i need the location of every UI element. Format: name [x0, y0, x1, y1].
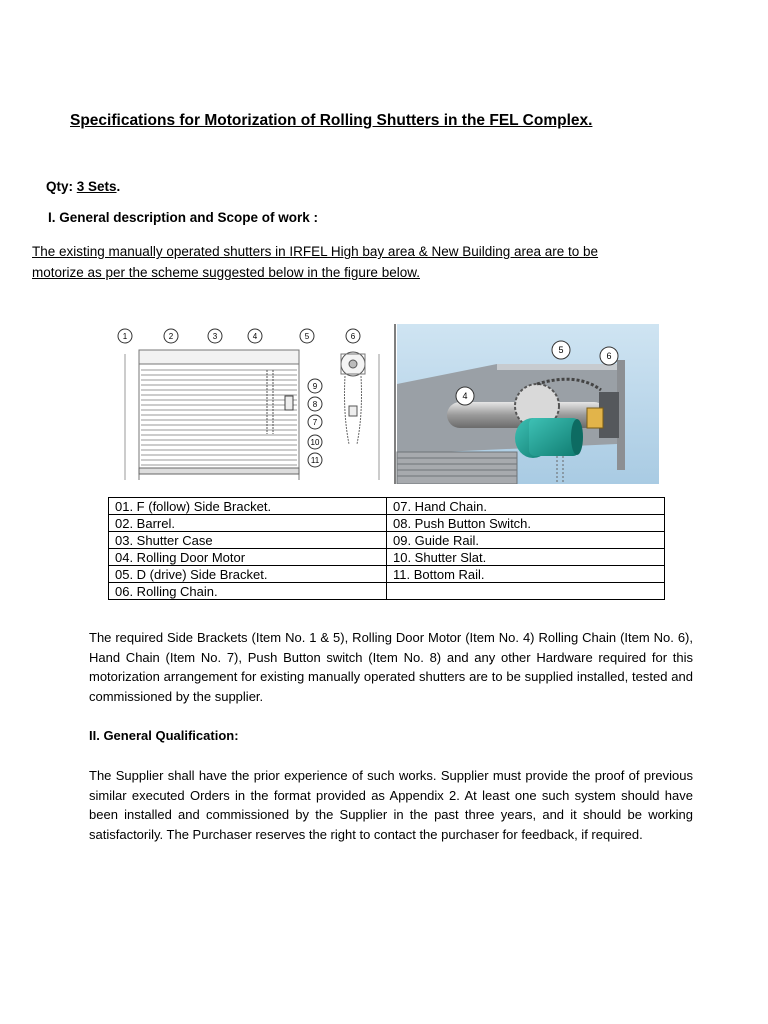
qty-value: 3 Sets [76, 179, 117, 194]
section-2-heading: II. General Qualification: [89, 728, 239, 743]
left-callout-label: 8 [312, 400, 318, 409]
left-callout-label: 2 [168, 332, 174, 341]
left-callout-label: 9 [312, 382, 318, 391]
motor-render [397, 324, 659, 484]
part-cell-left: 02. Barrel. [109, 515, 387, 532]
right-callout-label: 4 [462, 391, 468, 401]
left-callout-label: 11 [310, 456, 320, 465]
scope-line-2: motorize as per the scheme suggested below in the figure below. [32, 265, 420, 280]
requirements-paragraph: The required Side Brackets (Item No. 1 & 5), Rolling Door Motor (Item No. 4) Rolling Chain (Item No. 6), Hand Chain (Item No. 7), Push Button switch (Item No. 8) and any other Hardware required for this motorization arrangement for existing manually operated shutters are to be supplied installed, tested and commissioned by the supplier. [89, 630, 693, 704]
qualification-paragraph: The Supplier shall have the prior experience of such works. Supplier must provide the proof of previous similar executed Orders in the format provided as Appendix 2. At least one such system should have been installed and commissioned by the Supplier in the past three years, and it should be working satisfactorily. The Purchaser reserves the right to contact the purchaser for feedback, if required. [89, 768, 693, 842]
part-cell-right: 09. Guide Rail. [387, 532, 665, 549]
table-row [109, 532, 665, 549]
shutter-motorization-figure [117, 324, 659, 484]
table-row [109, 549, 665, 566]
qty-suffix: . [116, 179, 121, 194]
left-callout-label: 5 [304, 332, 310, 341]
table-row [109, 566, 665, 583]
left-callout-label: 7 [312, 418, 318, 427]
quantity-line [46, 179, 120, 194]
table-row [109, 498, 665, 515]
document-title: Specifications for Motorization of Rolling Shutters in the FEL Complex. [70, 112, 593, 129]
part-cell-right: 08. Push Button Switch. [387, 515, 665, 532]
scope-paragraph [32, 241, 672, 283]
part-cell-right [387, 583, 665, 600]
part-cell-right: 10. Shutter Slat. [387, 549, 665, 566]
part-cell-right: 11. Bottom Rail. [387, 566, 665, 583]
parts-table [108, 497, 665, 600]
section-1-heading: I. General description and Scope of work : [48, 210, 319, 225]
left-callout-label: 4 [252, 332, 258, 341]
part-cell-left: 01. F (follow) Side Bracket. [109, 498, 387, 515]
part-cell-right: 07. Hand Chain. [387, 498, 665, 515]
qty-label: Qty: [46, 179, 77, 194]
right-callout-label: 6 [606, 351, 612, 361]
right-callout-label: 5 [558, 345, 564, 355]
left-callout-label: 6 [350, 332, 356, 341]
left-callout-label: 1 [122, 332, 128, 341]
table-row [109, 583, 665, 600]
render-slats [397, 452, 517, 484]
scope-line-1: The existing manually operated shutters in IRFEL High bay area & New Building area are to be [32, 244, 599, 259]
left-callout-label: 3 [212, 332, 218, 341]
part-cell-left: 03. Shutter Case [109, 532, 387, 549]
part-cell-left: 04. Rolling Door Motor [109, 549, 387, 566]
part-cell-left: 05. D (drive) Side Bracket. [109, 566, 387, 583]
part-cell-left: 06. Rolling Chain. [109, 583, 387, 600]
left-callout-label: 10 [310, 438, 320, 447]
schematic-drawing [117, 324, 394, 484]
table-row [109, 515, 665, 532]
